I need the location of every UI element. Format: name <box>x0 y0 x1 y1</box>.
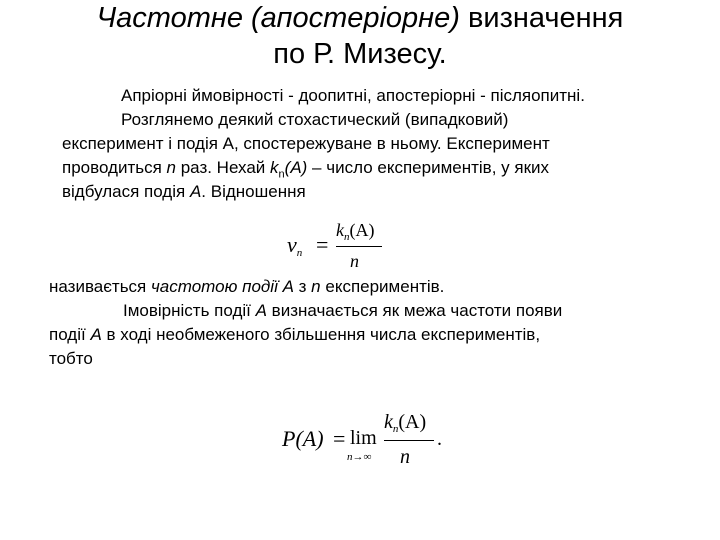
formula2-equals: = <box>333 426 346 451</box>
paragraph1-line4 <box>62 158 549 184</box>
nu-subscript: n <box>296 247 303 259</box>
text-span: визначається як межа частоти появи <box>266 301 563 320</box>
k-argument: (A) <box>349 220 375 240</box>
paragraph2-line3 <box>49 325 540 345</box>
sub-n: n <box>278 168 285 181</box>
text-span: події <box>49 325 91 344</box>
text-span: проводиться <box>62 158 167 177</box>
title-line-1 <box>0 0 720 36</box>
formula2-lhs: P(A) <box>282 426 324 451</box>
formula2-denominator: n <box>400 446 410 468</box>
formula1-numerator <box>336 220 375 241</box>
k-subscript: n <box>392 423 399 435</box>
var-A: A <box>277 277 294 296</box>
formula2-lim: lim <box>350 427 377 449</box>
var-A: A <box>189 182 202 201</box>
text-span: відбулася подія <box>62 182 190 201</box>
text-span: Імовірність події <box>123 301 256 320</box>
paragraph1-line2: Розглянемо деякий стохастический (випадковий) <box>121 110 509 129</box>
formula1-fraction-bar <box>336 246 382 247</box>
text-span: в ході необмеженого збільшення числа експериментів, <box>101 325 541 344</box>
title-italic-part: Частотне (апостеріорне) <box>96 2 460 34</box>
formula2-numerator <box>384 411 426 434</box>
text-span: раз. Нехай <box>176 158 271 177</box>
paragraph2-line4: тобто <box>49 349 93 368</box>
paragraph1-line5 <box>62 182 306 202</box>
var-A: (A) <box>284 158 308 177</box>
formula2-period: . <box>437 428 442 450</box>
k-subscript: n <box>344 231 350 243</box>
text-span: з <box>293 277 312 296</box>
text-span: – число експериментів, у яких <box>307 158 549 177</box>
var-n: n <box>166 158 176 177</box>
formula1-denominator: n <box>350 251 359 271</box>
k-symbol: k <box>384 411 393 433</box>
var-k: k <box>270 158 279 177</box>
nu-symbol: ν <box>287 232 297 257</box>
text-span: називається <box>49 277 151 296</box>
title-line-2: по Р. Мизесу. <box>273 38 447 70</box>
var-n: n <box>311 277 321 296</box>
paragraph1-line1: Апріорні ймовірності - доопитні, апостеріорні - післяопитні. <box>121 86 585 105</box>
paragraph1-line3: експеримент і подія A, спостережуване в ньому. Експеримент <box>62 134 550 153</box>
text-span: . Відношення <box>201 182 306 201</box>
var-A: A <box>255 301 267 320</box>
italic-term: частотою події <box>150 277 278 296</box>
k-symbol: k <box>336 220 344 240</box>
formula1-equals: = <box>316 232 329 257</box>
formula1-lhs <box>287 232 302 258</box>
formula2-fraction-bar <box>384 440 434 441</box>
paragraph2-line2 <box>123 301 562 321</box>
k-argument: (A) <box>398 411 427 433</box>
title-rest: визначення <box>459 2 624 34</box>
formula2-lim-subscript: n→∞ <box>347 451 372 463</box>
var-A: A <box>90 325 102 344</box>
paragraph2-line1 <box>49 277 444 297</box>
text-span: експериментів. <box>320 277 445 296</box>
